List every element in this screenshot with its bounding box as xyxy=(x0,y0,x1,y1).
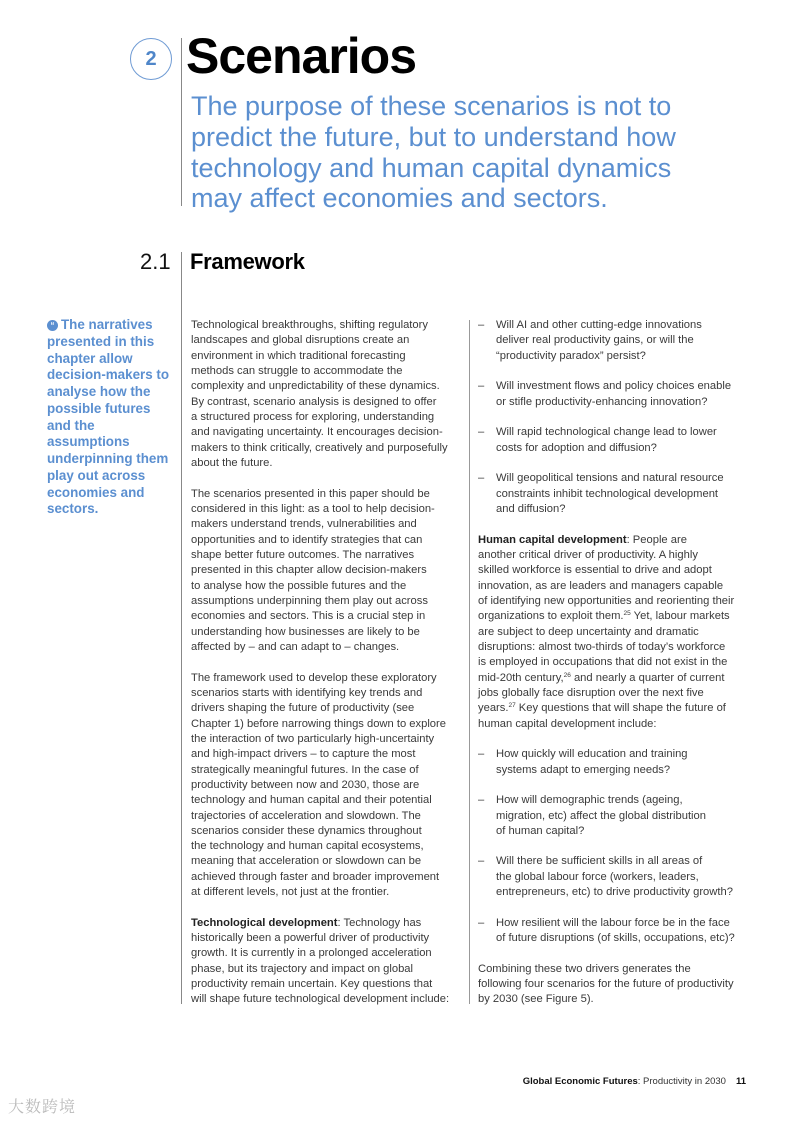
text-line xyxy=(496,824,750,839)
bullet-item xyxy=(478,379,750,410)
line-text: affected by – and can adapt to – changes. xyxy=(191,640,400,653)
section-title: Framework xyxy=(190,249,305,274)
line-text: Will rapid technological change lead to lower xyxy=(496,426,717,439)
text-line xyxy=(191,640,463,655)
text-line xyxy=(478,977,750,992)
line-text: are subject to deep uncertainty and dramatic xyxy=(478,625,699,638)
line-text: of future disruptions (of skills, occupations, etc)? xyxy=(496,932,735,945)
line-text: by 2030 (see Figure 5). xyxy=(478,993,594,1006)
text-line xyxy=(478,686,750,701)
text-line xyxy=(191,441,463,456)
text-line xyxy=(191,962,463,977)
text-line xyxy=(191,885,463,900)
text-line xyxy=(191,563,463,578)
line-text: of identifying new opportunities and reorienting their xyxy=(478,594,735,607)
footnote-ref: 25 xyxy=(623,610,631,618)
chapter-subtitle: The purpose of these scenarios is not to predict the future, but to understand how technology and human capital dynamics may affect economies and sectors. xyxy=(191,91,676,214)
text-line xyxy=(191,579,463,594)
text-line xyxy=(191,931,463,946)
bullet-item xyxy=(478,425,750,456)
text-line xyxy=(191,548,463,563)
text-line xyxy=(478,962,750,977)
quote-icon: “ xyxy=(47,320,58,331)
line-text: productivity remain uncertain. Key questions that xyxy=(191,978,433,991)
bullet-item xyxy=(478,793,750,839)
line-text: the interaction of two particularly high-uncertainty xyxy=(191,732,435,745)
line-text: shape better future outcomes. The narratives xyxy=(191,548,415,561)
line-text: considered in this light: as a tool to help decision- xyxy=(191,502,435,515)
text-line xyxy=(496,763,750,778)
text-line xyxy=(478,671,750,686)
line-text: mid-20th century, xyxy=(478,671,564,684)
bullet-item xyxy=(478,916,750,947)
line-text: methods can struggle to accommodate the xyxy=(191,364,403,377)
line-text: presented in this chapter allow decision-makers xyxy=(191,564,427,577)
text-line xyxy=(191,318,463,333)
line-text: human capital development include: xyxy=(478,717,657,730)
line-text: scenarios consider these dynamics throughout xyxy=(191,824,422,837)
footer-report-title: Global Economic Futures xyxy=(522,1076,638,1087)
text-line xyxy=(496,318,750,333)
text-line xyxy=(478,992,750,1007)
bullet-dash: – xyxy=(478,319,485,331)
line-text: entrepreneurs, etc) to drive productivity growth? xyxy=(496,886,733,899)
line-text: and diffusion? xyxy=(496,502,566,515)
text-line xyxy=(191,487,463,502)
line-text: systems adapt to emerging needs? xyxy=(496,763,671,776)
bullet-item xyxy=(478,854,750,900)
line-text: at different levels, not just at the frontier. xyxy=(191,886,390,899)
text-line xyxy=(191,502,463,517)
line-text: economies and sectors. This is a crucial step in xyxy=(191,610,426,623)
chapter-title: Scenarios xyxy=(186,28,417,84)
text-line xyxy=(191,533,463,548)
pull-quote xyxy=(47,317,172,518)
text-line xyxy=(191,395,463,410)
line-text: jobs globally face disruption over the next five xyxy=(478,686,704,699)
line-text: How will demographic trends (ageing, xyxy=(496,794,683,807)
line-text: trajectories of acceleration and slowdown. The xyxy=(191,809,421,822)
paragraph xyxy=(191,487,463,656)
line-text: migration, etc) affect the global distribution xyxy=(496,809,706,822)
line-text: How resilient will the labour force be in the face xyxy=(496,916,730,929)
paragraph xyxy=(191,671,463,901)
text-line xyxy=(191,763,463,778)
line-text: makers understand trends, vulnerabilities and xyxy=(191,518,417,531)
line-text: growth. It is currently in a prolonged acceleration xyxy=(191,947,432,960)
text-line xyxy=(191,625,463,640)
line-text: complexity and unpredictability of these dynamics. xyxy=(191,380,440,393)
paragraph xyxy=(478,962,750,1008)
line-text: scenarios starts with identifying key trends and xyxy=(191,686,423,699)
line-text: innovation, as are leaders and managers capable xyxy=(478,579,724,592)
page-footer xyxy=(523,1076,746,1087)
text-line xyxy=(191,793,463,808)
paragraph xyxy=(478,533,750,732)
text-line xyxy=(478,625,750,640)
line-text: deliver real productivity gains, or will the xyxy=(496,334,694,347)
text-line xyxy=(496,854,750,869)
text-line xyxy=(191,992,463,1007)
line-text: Key questions that will shape the future of xyxy=(515,702,726,715)
text-line xyxy=(496,333,750,348)
bullet-dash: – xyxy=(478,472,485,485)
bullet-item xyxy=(478,747,750,778)
line-text: understanding how businesses are likely to be xyxy=(191,625,420,638)
line-text: another critical driver of productivity. A highly xyxy=(478,548,698,561)
text-line xyxy=(478,655,750,670)
line-text: technology and human capital and their potential xyxy=(191,794,432,807)
text-line xyxy=(191,809,463,824)
footnote-ref: 27 xyxy=(508,702,516,710)
text-line xyxy=(496,931,750,946)
footer-report-subtitle: : Productivity in 2030 xyxy=(637,1076,726,1087)
line-text: Will investment flows and policy choices enable xyxy=(496,380,732,393)
bullet-dash: – xyxy=(478,748,485,761)
text-line xyxy=(496,471,750,486)
line-text: environment in which traditional forecasting xyxy=(191,349,406,362)
footnote-ref: 26 xyxy=(563,671,571,679)
text-line xyxy=(496,502,750,517)
line-text: : People are xyxy=(626,533,687,546)
line-text: will shape future technological development include: xyxy=(191,993,450,1006)
text-line xyxy=(191,717,463,732)
line-text: : Technology has xyxy=(337,916,422,929)
line-text: strategically meaningful futures. In the case of xyxy=(191,763,419,776)
column-divider xyxy=(469,320,470,1004)
bullet-dash: – xyxy=(478,426,485,439)
line-text: drivers shaping the future of productivity (see xyxy=(191,702,415,715)
line-text: Technological breakthroughs, shifting regulatory xyxy=(191,319,428,331)
text-line xyxy=(191,379,463,394)
text-line xyxy=(496,379,750,394)
text-line xyxy=(496,395,750,410)
text-line xyxy=(496,747,750,762)
text-line xyxy=(191,977,463,992)
line-text: makers to think critically, creatively and purposefully xyxy=(191,441,448,454)
text-line xyxy=(191,732,463,747)
text-line xyxy=(191,425,463,440)
bullet-dash: – xyxy=(478,794,485,807)
line-text: a structured process for exploring, understanding xyxy=(191,410,435,423)
text-line xyxy=(191,517,463,532)
text-line xyxy=(478,548,750,563)
line-text: skilled workforce is essential to drive and adopt xyxy=(478,564,712,577)
bullet-item xyxy=(478,471,750,517)
line-text: Will geopolitical tensions and natural resource xyxy=(496,472,724,485)
text-line xyxy=(478,701,750,716)
text-line xyxy=(191,701,463,716)
line-text: assumptions underpinning them play out across xyxy=(191,594,428,607)
text-line xyxy=(191,456,463,471)
line-text: constraints inhibit technological development xyxy=(496,487,719,500)
text-line xyxy=(478,609,750,624)
text-line xyxy=(496,425,750,440)
bullet-dash: – xyxy=(478,380,485,393)
text-line xyxy=(478,717,750,732)
line-text: disruptions: almost two-thirds of today’s workforce xyxy=(478,640,726,653)
paragraph-lead: Technological development xyxy=(191,916,338,929)
line-text: “productivity paradox” persist? xyxy=(496,349,646,362)
line-text: phase, but its trajectory and impact on global xyxy=(191,962,414,975)
text-line xyxy=(191,946,463,961)
text-line xyxy=(191,349,463,364)
line-text: and nearly a quarter of current xyxy=(570,671,725,684)
text-line xyxy=(191,870,463,885)
bullet-item xyxy=(478,318,750,364)
line-text: to analyse how the possible futures and the xyxy=(191,579,407,592)
text-line xyxy=(496,809,750,824)
line-text: Chapter 1) before narrowing things down to explore xyxy=(191,717,446,730)
line-text: Will there be sufficient skills in all areas of xyxy=(496,855,703,868)
line-text: opportunities and to identify strategies that can xyxy=(191,533,423,546)
line-text: The framework used to develop these exploratory xyxy=(191,671,437,684)
text-line xyxy=(496,349,750,364)
text-line xyxy=(478,594,750,609)
section-number: 2.1 xyxy=(140,249,171,274)
text-line xyxy=(191,854,463,869)
page-number: 11 xyxy=(735,1076,746,1087)
text-line xyxy=(191,594,463,609)
text-line xyxy=(496,916,750,931)
line-text: historically been a powerful driver of productivity xyxy=(191,932,430,945)
line-text: or stifle productivity-enhancing innovation? xyxy=(496,395,708,408)
chapter-number: 2 xyxy=(145,47,157,70)
text-line xyxy=(191,916,463,931)
text-line xyxy=(191,671,463,686)
line-text: The scenarios presented in this paper should be xyxy=(191,487,430,500)
divider-line xyxy=(181,38,182,206)
bullet-dash: – xyxy=(478,916,485,929)
bullet-dash: – xyxy=(478,855,485,868)
line-text: meaning that acceleration or slowdown can be xyxy=(191,855,422,868)
text-line xyxy=(496,870,750,885)
text-line xyxy=(496,487,750,502)
pull-quote-text: The narratives presented in this chapter allow decision-makers to analyse how the possible futures and the assumptions underpinning them play out across economies and sectors. xyxy=(47,317,170,517)
line-text: Combining these two drivers generates the xyxy=(478,962,691,975)
text-line xyxy=(191,839,463,854)
text-line xyxy=(496,885,750,900)
line-text: achieved through faster and broader improvement xyxy=(191,870,440,883)
text-line xyxy=(478,563,750,578)
line-text: of human capital? xyxy=(496,824,585,837)
line-text: and navigating uncertainty. It encourages decision- xyxy=(191,426,443,439)
text-line xyxy=(478,640,750,655)
text-line xyxy=(191,410,463,425)
text-line xyxy=(191,333,463,348)
text-line xyxy=(478,533,750,548)
text-line xyxy=(191,747,463,762)
paragraph-lead: Human capital development xyxy=(478,533,627,546)
paragraph xyxy=(191,318,463,471)
line-text: How quickly will education and training xyxy=(496,748,688,761)
paragraph xyxy=(191,916,463,1008)
line-text: is employed in occupations that did not exist in the xyxy=(478,656,728,669)
text-line xyxy=(191,778,463,793)
line-text: and high-impact drivers – to capture the most xyxy=(191,748,416,761)
line-text: Will AI and other cutting-edge innovations xyxy=(496,319,702,331)
line-text: productivity between now and 2030, those are xyxy=(191,778,420,791)
line-text: Yet, labour markets xyxy=(630,610,730,623)
text-line xyxy=(191,686,463,701)
text-line xyxy=(191,824,463,839)
text-line xyxy=(478,579,750,594)
line-text: following four scenarios for the future of productivity xyxy=(478,978,734,991)
text-line xyxy=(191,609,463,624)
line-text: years. xyxy=(478,702,509,715)
line-text: costs for adoption and diffusion? xyxy=(496,441,657,454)
text-line xyxy=(496,441,750,456)
line-text: about the future. xyxy=(191,456,273,469)
body-column-right xyxy=(478,318,750,1023)
body-column-left xyxy=(191,318,463,1023)
text-line xyxy=(496,793,750,808)
text-line xyxy=(191,364,463,379)
chapter-number-badge xyxy=(130,38,172,80)
line-text: organizations to exploit them. xyxy=(478,610,624,623)
divider-line xyxy=(181,252,182,1004)
line-text: the global labour force (workers, leaders, xyxy=(496,870,699,883)
line-text: By contrast, scenario analysis is designed to offer xyxy=(191,395,437,408)
line-text: landscapes and global disruptions create an xyxy=(191,334,410,347)
watermark: 大数跨境 xyxy=(8,1099,77,1116)
line-text: the technology and human capital ecosystems, xyxy=(191,840,424,853)
